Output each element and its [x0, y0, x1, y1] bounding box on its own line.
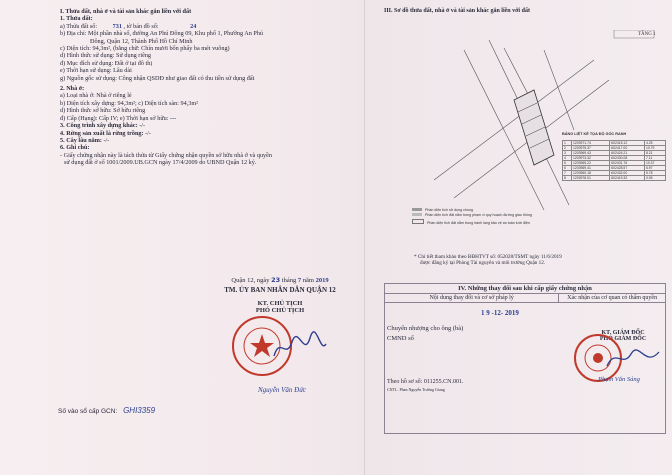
house-heading: 2. Nhà ở:	[60, 85, 85, 93]
floor-label: TẦNG 1	[638, 32, 656, 37]
coordinate-cell: 2	[563, 146, 572, 151]
address-row: b) Địa chỉ: Một phần nhà số, đường An Phú Đông 09, Khu phố 1, Phường An Phú Đông, Quận 12, Thành Phố Hồ Chí Minh	[60, 30, 264, 45]
change-officer: CNTL. Phan Nguyễn Trường Giang	[387, 387, 445, 392]
coordinate-row	[563, 151, 666, 156]
issue-date: Quận 12, ngày 23 tháng 7 năm 2019	[231, 276, 329, 284]
map-legend: Phần diện tích sử dụng chung Phần diện tích đất nằm trong phạm vi quy hoạch đường giao thông Phần diện tích đất nằm trong hành lang bảo vệ an toàn lưới điện	[412, 208, 532, 226]
authority-title: TM. ỦY BAN NHÂN DÂN QUẬN 12	[224, 286, 336, 294]
right-signature-scribble	[605, 346, 661, 372]
coordinate-row	[563, 176, 666, 181]
coordinate-cell: 10.79	[644, 146, 665, 151]
change-file-number: Theo hồ sơ số: 011255.CN.001.	[387, 379, 464, 385]
coordinate-cell: 4	[563, 156, 572, 161]
coordinate-cell: 5	[563, 161, 572, 166]
coordinate-cell: 602417.00	[610, 146, 645, 151]
coordinate-row	[563, 141, 666, 146]
origin-row: g) Nguồn gốc sử dụng: Công nhận QSDĐ như giao đất có thu tiền sử dụng đất	[60, 74, 255, 82]
land-plot-heading: 1. Thửa đất:	[60, 15, 93, 23]
coordinate-cell: 7	[563, 171, 572, 176]
left-signature-scribble	[270, 330, 330, 364]
coordinate-cell: 1203969.41	[571, 166, 609, 171]
left-page: I. Thửa đất, nhà ở và tài sản khác gắn liền với đất 1. Thửa đất: a) Thửa đất số: 731 , tờ bản đồ số: 24 b) Địa chỉ: Một phần nhà số, đường An Phú Đông 09, Khu phố 1, Phường An Phú Đông, Quận 12, Thành Phố Hồ Chí Minh c) Diện tích: 94,3m², (bằng chữ: Chín mươi bốn phẩy ba mét vuông) d) Hình thức sử dụng: Sử dụng riêng đ) Mục đích sử dụng: Đất ở tại đô thị e) Thời hạn sử dụng: Lâu dài g) Nguồn gốc sử dụng: Công nhận QSDĐ như giao đất có thu tiền sử dụng đất 2. Nhà ở: a) Loại nhà ở: Nhà ở riêng lẻ b) Diện tích xây dựng: 94,3m²; c) Diện tích sàn: 94,3m² d) Hình thức sở hữu: Sở hữu riêng đ) Cấp (Hạng): Cấp IV; e) Thời hạn sở hữu: --- 3. Công trình xây dựng khác: -/- 4. Rừng sản xuất là rừng trồng: -/- 5. Cây lâu năm: -/- 6. Ghi chú: - Giấy chứng nhận này là tách thửa từ Giấy chứng nhận quyền sở hữu nhà ở và quyền sử dụng đất ở số 1001/2009.UB.GCN ngày 17/4/2009 do UBND Quận 12 ký.	[60, 8, 360, 448]
change-date-stamp: 1 9 -12- 2019	[481, 309, 519, 317]
coordinate-cell: 1203965.22	[571, 161, 609, 166]
map-note: * Chi tiết tham khảo theo BĐHTVT số: 052028/TSMT ngày 11/6/2019 được đăng ký tại Phòng Tài nguyên và môi trường Quận 12.	[414, 254, 562, 267]
coordinate-cell: 602419.32	[610, 176, 645, 181]
coordinate-row	[563, 146, 666, 151]
coordinate-cell: 1203975.37	[571, 146, 609, 151]
coordinate-cell: 602415.12	[610, 141, 645, 146]
coordinate-row	[563, 156, 666, 161]
section-1-title: I. Thửa đất, nhà ở và tài sản khác gắn liền với đất	[60, 8, 192, 15]
coordinate-table-title: BẢNG LIỆT KÊ TỌA ĐỘ GÓC RANH	[562, 132, 627, 136]
coordinate-cell: 0.05	[644, 176, 665, 181]
note-text: - Giấy chứng nhận này là tách thửa từ Giấy chứng nhận quyền sở hữu nhà ở và quyền sử dụng đất ở số 1001/2009.UB.GCN ngày 17/4/2009 do UBND Quận 12 ký.	[60, 151, 272, 167]
change-signature-block: KT. GIÁM ĐỐC PHÓ GIÁM ĐỐC	[599, 330, 647, 342]
coordinate-cell: 1203973.32	[571, 156, 609, 161]
coordinate-cell: 602432.00	[610, 171, 645, 176]
vice-title: PHÓ CHỦ TỊCH	[255, 307, 305, 314]
coordinate-cell: 1203960.18	[571, 171, 609, 176]
section-3-title: III. Sơ đồ thửa đất, nhà ở và tài sản khác gắn liền với đất	[384, 8, 530, 14]
coordinate-cell: 8	[563, 176, 572, 181]
coordinate-cell: 1203969.43	[571, 151, 609, 156]
changes-col-confirm: Xác nhận của cơ quan có thẩm quyền	[559, 294, 666, 303]
map-sheet-number: 24	[190, 22, 197, 30]
plot-number-row: a) Thửa đất số: 731 , tờ bản đồ số: 24	[60, 22, 197, 30]
signer-name: Nguyễn Văn Đức	[258, 386, 307, 394]
coordinate-row	[563, 166, 666, 171]
fold-line	[364, 0, 365, 475]
coordinate-cell: 602430.08	[610, 156, 645, 161]
coordinate-cell: 1	[563, 141, 572, 146]
coordinate-cell: 7.11	[644, 156, 665, 161]
coordinate-cell: 4.25	[644, 141, 665, 146]
certificate-number: Số vào sổ cấp GCN: GHI3359	[58, 406, 156, 415]
coordinate-cell: 602431.76	[610, 161, 645, 166]
coordinate-cell: 6	[563, 166, 572, 171]
change-id: CMND số	[387, 335, 414, 342]
changes-col-content: Nội dung thay đổi và cơ sở pháp lý	[385, 294, 559, 303]
certificate-number-value: GHI3359	[123, 406, 156, 415]
area-row: c) Diện tích: 94,3m², (bằng chữ: Chín mươi bốn phẩy ba mét vuông)	[60, 45, 230, 53]
coordinate-cell: 1203978.01	[571, 176, 609, 181]
coordinate-cell: 5.78	[644, 171, 665, 176]
kt-title: KT. CHỦ TỊCH	[257, 300, 303, 307]
coordinate-table	[562, 140, 666, 181]
section-4-title: IV. Những thay đổi sau khi cấp giấy chứng nhận	[385, 284, 666, 294]
coordinate-cell: 6.97	[644, 166, 665, 171]
land-plot-diagram	[394, 30, 664, 210]
coordinate-cell: 1203971.74	[571, 141, 609, 146]
change-transfer: Chuyển nhượng cho ông (bà)	[387, 325, 464, 332]
coordinate-cell: 602424.21	[610, 151, 645, 156]
issue-signature-block	[200, 276, 360, 314]
use-form-row: d) Hình thức sử dụng: Sử dụng riêng	[60, 52, 152, 60]
coordinate-cell: 8.21	[644, 151, 665, 156]
plot-number: 731	[112, 22, 122, 30]
coordinate-cell: 3	[563, 151, 572, 156]
coordinate-row	[563, 171, 666, 176]
coordinate-cell: 602428.57	[610, 166, 645, 171]
use-term-row: e) Thời hạn sử dụng: Lâu dài	[60, 67, 132, 75]
signer2-name: Phạm Văn Sáng	[598, 376, 640, 383]
coordinate-cell: 10.37	[644, 161, 665, 166]
coordinate-row	[563, 161, 666, 166]
use-purpose-row: đ) Mục đích sử dụng: Đất ở tại đô thị	[60, 59, 153, 67]
plot-outline	[514, 90, 554, 165]
